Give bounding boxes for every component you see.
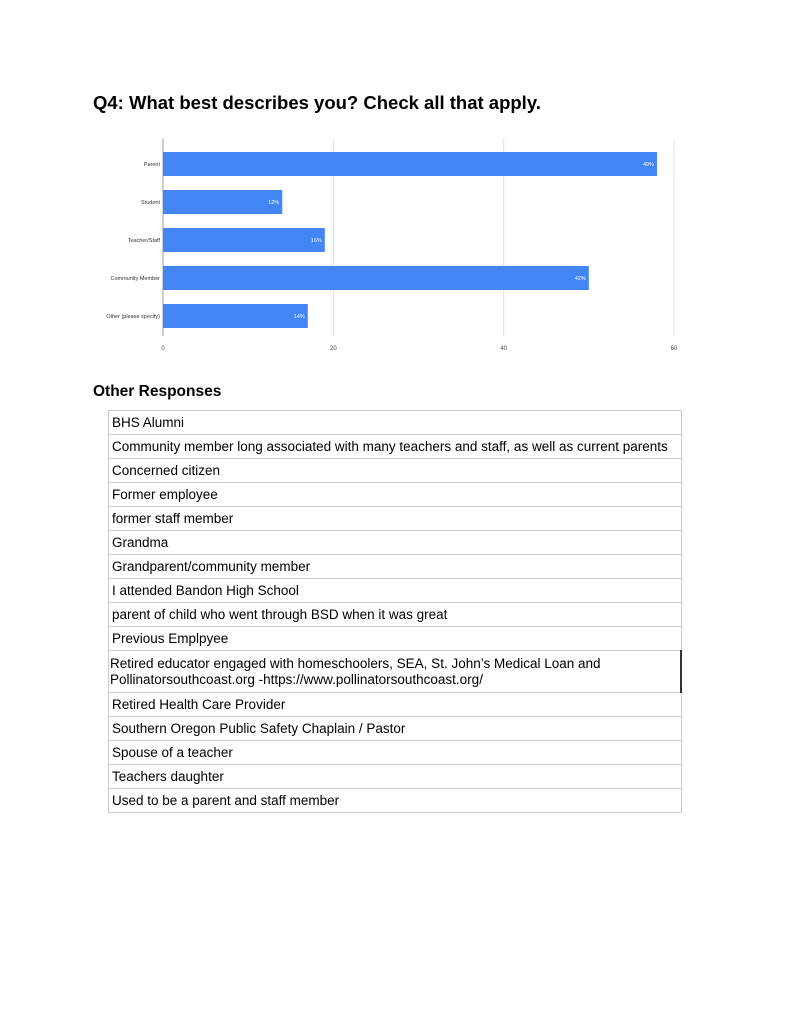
page-title: Q4: What best describes you? Check all that apply. — [93, 92, 541, 113]
x-tick-label: 60 — [670, 346, 678, 352]
category-label: Parent — [143, 162, 160, 168]
table-row — [109, 531, 682, 555]
response-cell: Southern Oregon Public Safety Chaplain / Pastor — [109, 717, 682, 741]
response-cell: Teachers daughter — [109, 765, 682, 789]
other-responses-title: Other Responses — [93, 383, 222, 400]
category-label: Teacher/Staff — [127, 238, 160, 244]
bar — [163, 152, 657, 176]
table-row — [109, 789, 682, 813]
response-cell: Retired Health Care Provider — [109, 693, 682, 717]
response-cell: Concerned citizen — [109, 459, 682, 483]
x-tick-label: 20 — [329, 346, 337, 352]
response-cell: Grandparent/community member — [109, 555, 682, 579]
response-cell: Used to be a parent and staff member — [109, 789, 682, 813]
x-tick-label: 0 — [161, 346, 165, 352]
bar — [163, 304, 308, 328]
response-cell: Community member long associated with many teachers and staff, as well as current parents — [109, 435, 682, 459]
response-cell: former staff member — [109, 507, 682, 531]
x-tick-label: 40 — [500, 346, 508, 352]
bar — [163, 266, 589, 290]
table-row — [109, 741, 682, 765]
response-cell: Spouse of a teacher — [109, 741, 682, 765]
table-row — [109, 435, 682, 459]
response-cell: Former employee — [109, 483, 682, 507]
data-label: 12% — [268, 200, 280, 206]
category-label: Other (please specify) — [106, 314, 160, 320]
other-responses-table — [108, 410, 682, 813]
table-row — [109, 717, 682, 741]
table-row — [109, 411, 682, 435]
table-row — [109, 483, 682, 507]
data-label: 49% — [642, 162, 654, 168]
category-label: Community Member — [110, 276, 160, 282]
response-cell: Grandma — [109, 531, 682, 555]
table-row — [109, 603, 682, 627]
table-row — [109, 459, 682, 483]
survey-bar-chart — [0, 0, 791, 370]
response-cell: parent of child who went through BSD when it was great — [109, 603, 682, 627]
category-label: Student — [141, 200, 160, 206]
bar — [163, 228, 325, 252]
table-row — [109, 555, 682, 579]
data-label: 16% — [310, 238, 322, 244]
data-label: 14% — [293, 314, 305, 320]
response-cell: I attended Bandon High School — [109, 579, 682, 603]
data-label: 42% — [574, 276, 586, 282]
table-row — [109, 765, 682, 789]
response-cell: BHS Alumni — [109, 411, 682, 435]
table-row — [109, 627, 682, 651]
table-row — [109, 693, 682, 717]
table-row — [109, 651, 682, 693]
table-row — [109, 579, 682, 603]
response-cell: Previous Emplpyee — [109, 627, 682, 651]
table-row — [109, 507, 682, 531]
bar — [163, 190, 282, 214]
response-cell: Retired educator engaged with homeschoolers, SEA, St. John’s Medical Loan and Pollinatorsouthcoast.org -https://www.pollinatorsouthcoast.org/ — [109, 651, 682, 693]
